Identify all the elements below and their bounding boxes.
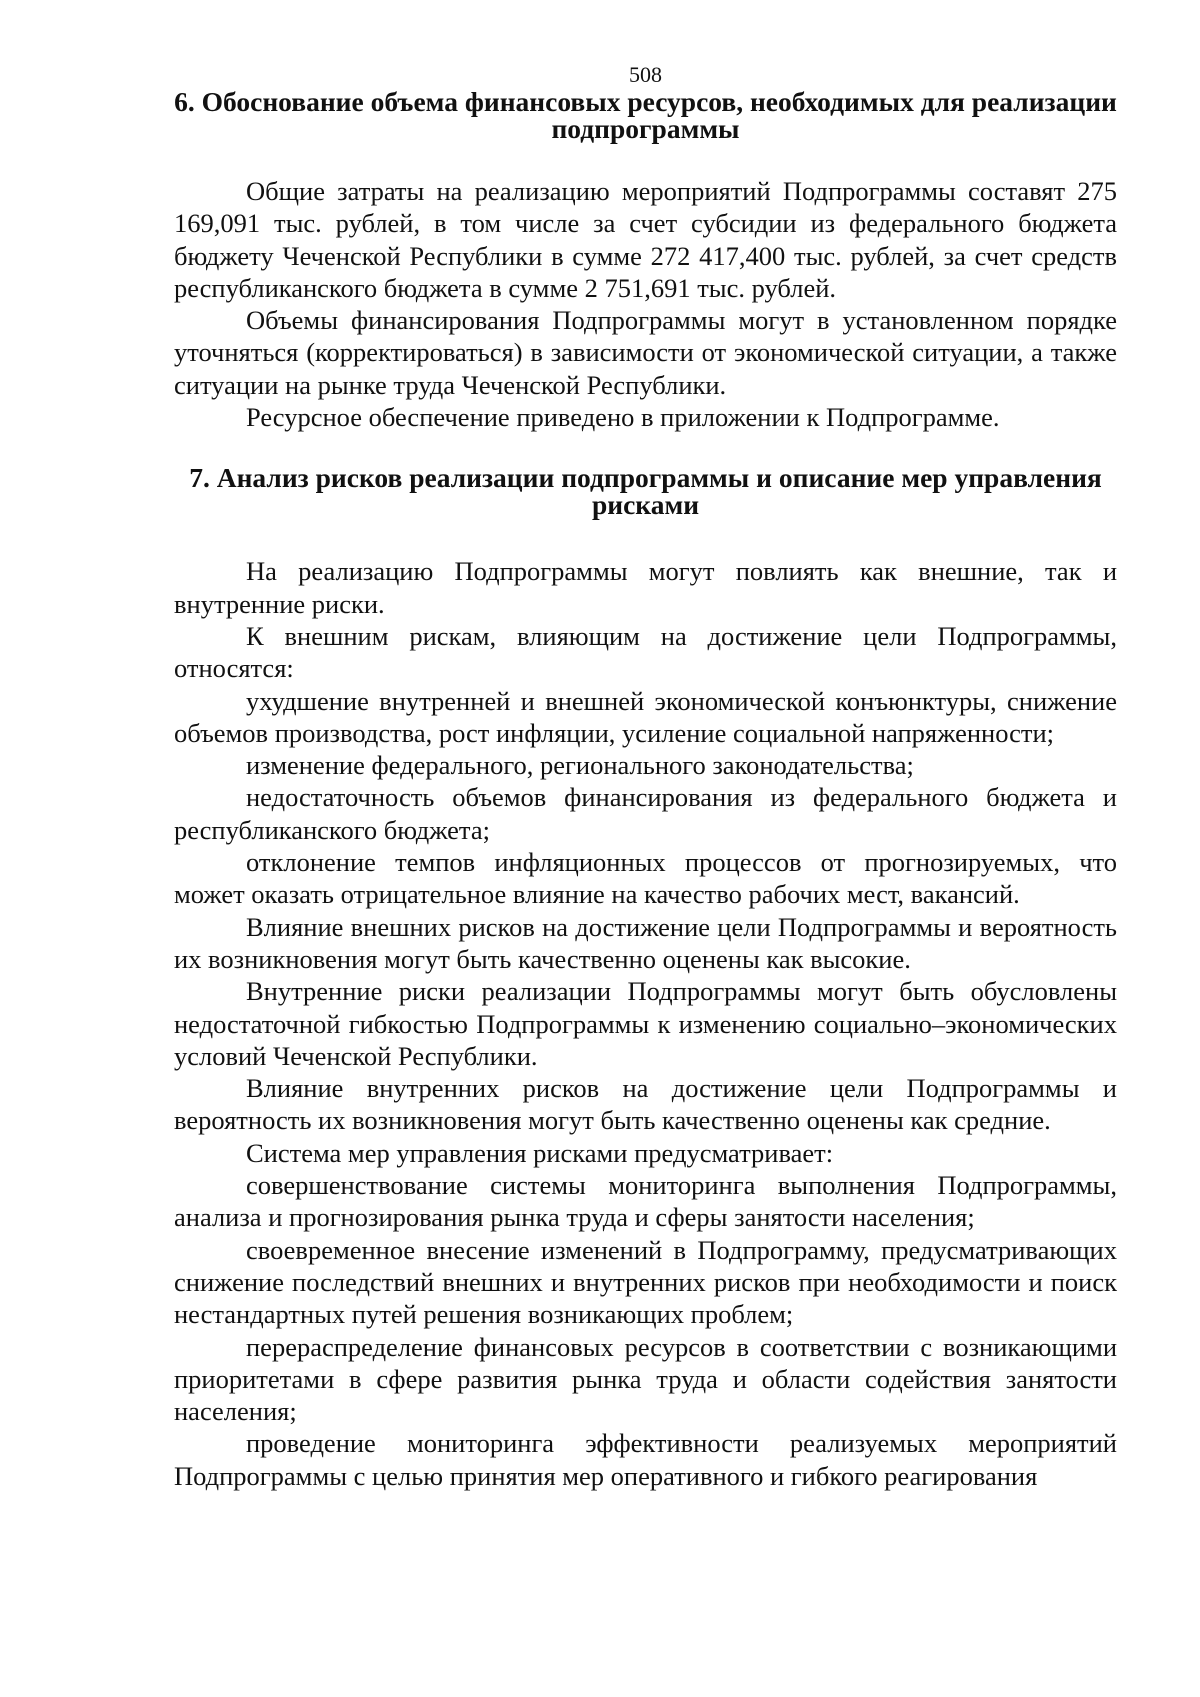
list-item: своевременное внесение изменений в Подпрограмму, предусматривающих снижение последствий внешних и внутренних рисков при необходимости и поиск нестандартных путей решения возникающих проблем; bbox=[174, 1234, 1117, 1330]
document-page bbox=[174, 62, 1117, 1492]
paragraph: Система мер управления рисками предусматривает: bbox=[246, 1137, 834, 1168]
list-item: совершенствование системы мониторинга выполнения Подпрограммы, анализа и прогнозирования рынка труда и сферы занятости населения; bbox=[174, 1170, 1117, 1233]
paragraph: На реализацию Подпрограммы могут повлиять как внешние, так и внутренние риски. bbox=[174, 556, 1117, 619]
paragraph: Объемы финансирования Подпрограммы могут в установленном порядке уточняться (корректироваться) в зависимости от экономической ситуации, а также ситуации на рынке труда Чеченской Республики. bbox=[174, 305, 1117, 400]
paragraph: Влияние внутренних рисков на достижение цели Подпрограммы и вероятность их возникновения могут быть качественно оценены как средние. bbox=[174, 1073, 1117, 1136]
paragraph: Внутренние риски реализации Подпрограммы могут быть обусловлены недостаточной гибкостью Подпрограммы к изменению социально–экономических условий Чеченской Республики. bbox=[174, 976, 1117, 1071]
list-item: перераспределение финансовых ресурсов в соответствии с возникающими приоритетами в сфере развития рынка труда и области содействия занятости населения; bbox=[174, 1331, 1117, 1427]
section-7-heading: 7. Анализ рисков реализации подпрограммы и описание мер управления рисками bbox=[189, 462, 1102, 521]
list-item: ухудшение внутренней и внешней экономической конъюнктуры, снижение объемов производства, рост инфляции, усиление социальной напряженности; bbox=[174, 685, 1117, 748]
list-item: проведение мониторинга эффективности реализуемых мероприятий Подпрограммы с целью принятия мер оперативного и гибкого реагирования bbox=[174, 1428, 1117, 1491]
paragraph: К внешним рискам, влияющим на достижение цели Подпрограммы, относятся: bbox=[174, 620, 1117, 684]
section-6-heading: 6. Обоснование объема финансовых ресурсов, необходимых для реализации подпрограммы bbox=[174, 86, 1117, 144]
paragraph: Влияние внешних рисков на достижение цели Подпрограммы и вероятность их возникновения могут быть качественно оценены как высокие. bbox=[174, 911, 1117, 974]
page-number: 508 bbox=[629, 62, 662, 87]
paragraph: Ресурсное обеспечение приведено в приложении к Подпрограмме. bbox=[246, 402, 1000, 433]
paragraph: Общие затраты на реализацию мероприятий Подпрограммы составят 275 169,091 тыс. рублей, в том числе за счет субсидии из федерального бюджета бюджету Чеченской Республики в сумме 272 417,400 тыс. рублей, за счет средств республиканского бюджета в сумме 2 751,691 тыс. рублей. bbox=[174, 176, 1117, 303]
list-item: недостаточность объемов финансирования из федерального бюджета и республиканского бюджета; bbox=[174, 782, 1117, 845]
list-item: отклонение темпов инфляционных процессов от прогнозируемых, что может оказать отрицательное влияние на качество рабочих мест, вакансий. bbox=[174, 847, 1117, 910]
list-item: изменение федерального, регионального законодательства; bbox=[246, 750, 914, 781]
